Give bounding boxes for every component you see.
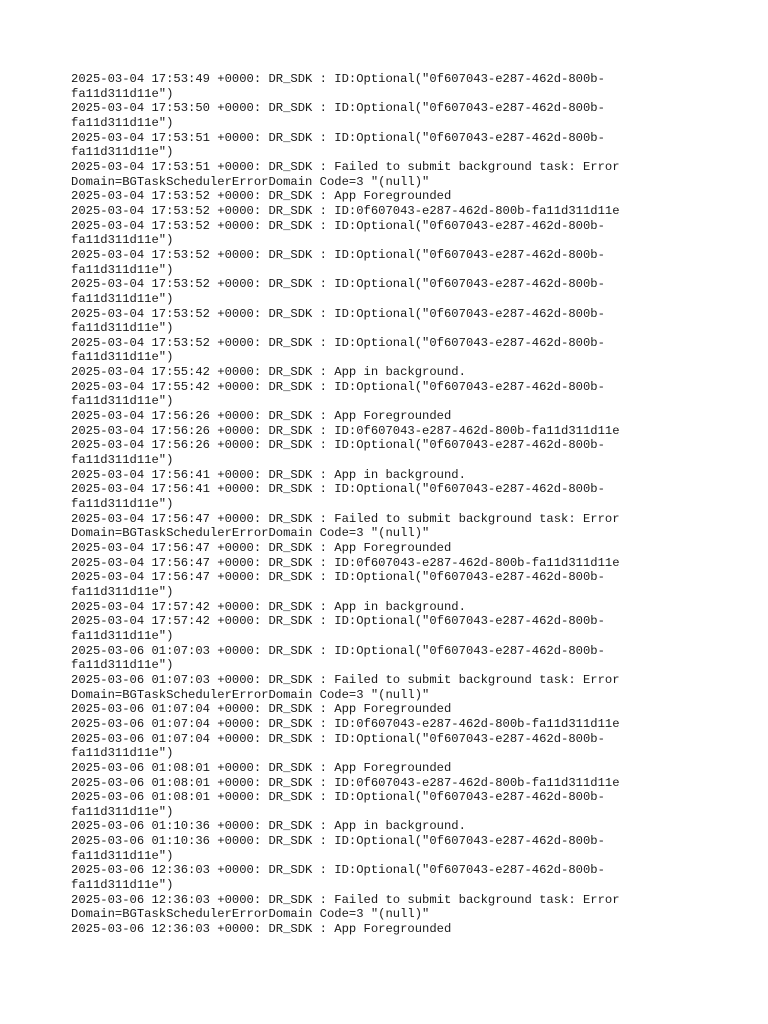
- log-line: 2025-03-04 17:56:41 +0000: DR_SDK : App in background.: [71, 467, 466, 482]
- log-line: Domain=BGTaskSchedulerErrorDomain Code=3 "(null)": [71, 174, 430, 189]
- log-line: 2025-03-06 01:10:36 +0000: DR_SDK : App in background.: [71, 819, 466, 834]
- log-line: 2025-03-04 17:57:42 +0000: DR_SDK : App in background.: [71, 599, 466, 614]
- log-line: 2025-03-04 17:53:52 +0000: DR_SDK : ID:Optional("0f607043-e287-462d-800b-: [71, 277, 605, 292]
- log-line: 2025-03-04 17:56:47 +0000: DR_SDK : App Foregrounded: [71, 541, 452, 555]
- log-line: Domain=BGTaskSchedulerErrorDomain Code=3 "(null)": [71, 687, 430, 702]
- log-line: 2025-03-06 12:36:03 +0000: DR_SDK : Failed to submit background task: Error: [71, 892, 620, 907]
- log-line: 2025-03-04 17:53:52 +0000: DR_SDK : ID:Optional("0f607043-e287-462d-800b-: [71, 335, 605, 350]
- log-line: 2025-03-04 17:53:52 +0000: DR_SDK : ID:0f607043-e287-462d-800b-fa11d311d11e: [71, 203, 620, 218]
- log-line: fa11d311d11e"): [71, 497, 174, 512]
- log-line: fa11d311d11e"): [71, 878, 174, 893]
- log-line: 2025-03-06 01:08:01 +0000: DR_SDK : ID:Optional("0f607043-e287-462d-800b-: [71, 790, 605, 805]
- log-line: fa11d311d11e"): [71, 291, 174, 306]
- log-line: 2025-03-04 17:53:50 +0000: DR_SDK : ID:Optional("0f607043-e287-462d-800b-: [71, 101, 605, 116]
- log-line: fa11d311d11e"): [71, 584, 174, 599]
- log-line: 2025-03-06 01:07:04 +0000: DR_SDK : ID:0f607043-e287-462d-800b-fa11d311d11e: [71, 716, 620, 731]
- log-line: 2025-03-06 01:08:01 +0000: DR_SDK : App Foregrounded: [71, 760, 452, 775]
- log-line: fa11d311d11e"): [71, 350, 174, 365]
- log-line: 2025-03-04 17:53:51 +0000: DR_SDK : ID:Optional("0f607043-e287-462d-800b-: [71, 130, 605, 145]
- log-line: 2025-03-04 17:53:52 +0000: DR_SDK : ID:Optional("0f607043-e287-462d-800b-: [71, 306, 605, 321]
- log-line: fa11d311d11e"): [71, 321, 174, 336]
- log-line: 2025-03-04 17:55:42 +0000: DR_SDK : ID:Optional("0f607043-e287-462d-800b-: [71, 379, 605, 394]
- log-line: 2025-03-04 17:56:26 +0000: DR_SDK : ID:0f607043-e287-462d-800b-fa11d311d11e: [71, 423, 620, 438]
- log-line: 2025-03-04 17:56:47 +0000: DR_SDK : ID:Optional("0f607043-e287-462d-800b-: [71, 570, 605, 585]
- log-line: 2025-03-04 17:53:52 +0000: DR_SDK : ID:Optional("0f607043-e287-462d-800b-: [71, 247, 605, 262]
- log-line: 2025-03-06 01:07:04 +0000: DR_SDK : ID:Optional("0f607043-e287-462d-800b-: [71, 731, 605, 746]
- log-line: fa11d311d11e"): [71, 86, 174, 101]
- log-line: 2025-03-06 01:07:04 +0000: DR_SDK : App Foregrounded: [71, 702, 452, 717]
- log-line: 2025-03-04 17:53:52 +0000: DR_SDK : ID:Optional("0f607043-e287-462d-800b-: [71, 218, 605, 233]
- log-line: fa11d311d11e"): [71, 453, 174, 468]
- log-line: 2025-03-06 12:36:03 +0000: DR_SDK : App Foregrounded: [71, 922, 452, 937]
- log-line: fa11d311d11e"): [71, 145, 174, 160]
- log-line: 2025-03-04 17:53:49 +0000: DR_SDK : ID:Optional("0f607043-e287-462d-800b-: [71, 72, 605, 86]
- log-line: fa11d311d11e"): [71, 115, 174, 130]
- log-line: 2025-03-04 17:57:42 +0000: DR_SDK : ID:Optional("0f607043-e287-462d-800b-: [71, 614, 605, 629]
- log-line: fa11d311d11e"): [71, 746, 174, 761]
- log-line: fa11d311d11e"): [71, 804, 174, 819]
- log-line: 2025-03-06 01:08:01 +0000: DR_SDK : ID:0f607043-e287-462d-800b-fa11d311d11e: [71, 775, 620, 790]
- log-line: 2025-03-04 17:53:51 +0000: DR_SDK : Failed to submit background task: Error: [71, 159, 620, 174]
- log-line: fa11d311d11e"): [71, 658, 174, 673]
- log-line: fa11d311d11e"): [71, 233, 174, 248]
- log-line: 2025-03-04 17:55:42 +0000: DR_SDK : App in background.: [71, 365, 466, 380]
- log-line: 2025-03-04 17:56:41 +0000: DR_SDK : ID:Optional("0f607043-e287-462d-800b-: [71, 482, 605, 497]
- log-text-block: [71, 72, 671, 937]
- log-line: fa11d311d11e"): [71, 848, 174, 863]
- log-line: fa11d311d11e"): [71, 394, 174, 409]
- log-line: 2025-03-06 12:36:03 +0000: DR_SDK : ID:Optional("0f607043-e287-462d-800b-: [71, 863, 605, 878]
- log-line: fa11d311d11e"): [71, 628, 174, 643]
- log-line: 2025-03-06 01:07:03 +0000: DR_SDK : ID:Optional("0f607043-e287-462d-800b-: [71, 643, 605, 658]
- log-line: 2025-03-04 17:56:47 +0000: DR_SDK : ID:0f607043-e287-462d-800b-fa11d311d11e: [71, 555, 620, 570]
- log-line: 2025-03-04 17:56:26 +0000: DR_SDK : App Foregrounded: [71, 409, 452, 424]
- log-line: Domain=BGTaskSchedulerErrorDomain Code=3 "(null)": [71, 907, 430, 922]
- log-line: 2025-03-04 17:56:47 +0000: DR_SDK : Failed to submit background task: Error: [71, 511, 620, 526]
- log-line: Domain=BGTaskSchedulerErrorDomain Code=3 "(null)": [71, 526, 430, 541]
- log-line: fa11d311d11e"): [71, 262, 174, 277]
- log-line: 2025-03-04 17:56:26 +0000: DR_SDK : ID:Optional("0f607043-e287-462d-800b-: [71, 438, 605, 453]
- log-line: 2025-03-06 01:10:36 +0000: DR_SDK : ID:Optional("0f607043-e287-462d-800b-: [71, 834, 605, 849]
- log-line: 2025-03-04 17:53:52 +0000: DR_SDK : App Foregrounded: [71, 189, 452, 204]
- log-line: 2025-03-06 01:07:03 +0000: DR_SDK : Failed to submit background task: Error: [71, 672, 620, 687]
